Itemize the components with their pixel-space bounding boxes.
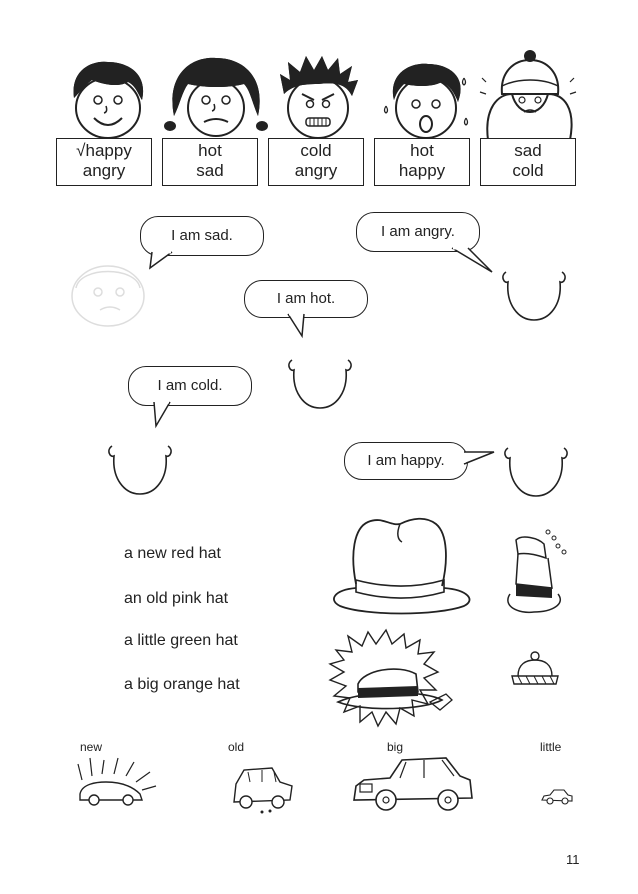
- car-word: new: [80, 740, 103, 754]
- old-hat-icon: [498, 528, 570, 618]
- face-choice-box: [268, 138, 364, 186]
- blank-face-icon: [496, 438, 576, 500]
- speech-bubble-angry: [356, 212, 480, 252]
- car-word: big: [387, 740, 404, 754]
- happy-face-icon: [62, 58, 152, 140]
- speech-bubble-cold: [128, 366, 252, 406]
- blank-face-icon: [100, 436, 180, 498]
- bubble-tail-icon: [150, 402, 176, 428]
- face-choice-box: [56, 138, 152, 186]
- choice-option: sad: [196, 161, 224, 180]
- choice-option: happy: [398, 161, 446, 180]
- choice-option: cold: [300, 141, 332, 160]
- choice-option: angry: [294, 161, 338, 180]
- sad-face-icon: [166, 56, 266, 140]
- new-car-icon: [72, 756, 158, 810]
- choice-option: angry: [82, 161, 126, 180]
- speech-bubble-hot: [244, 280, 368, 318]
- angry-face-icon: [276, 54, 360, 140]
- bubble-tail-icon: [286, 314, 310, 338]
- blank-face-icon: [280, 350, 360, 412]
- choice-option: √happy: [76, 141, 132, 160]
- choice-option: sad: [514, 141, 542, 160]
- choice-option: hot: [410, 141, 434, 160]
- little-hat-icon: [508, 650, 562, 690]
- bubble-tail-icon: [450, 248, 496, 274]
- big-hat-icon: [326, 514, 476, 616]
- speech-bubble-happy: [344, 442, 468, 480]
- cold-face-icon: [478, 48, 578, 140]
- bubble-text: I am hot.: [276, 290, 336, 307]
- bubble-tail-icon: [148, 252, 178, 272]
- hot-face-icon: [380, 60, 472, 140]
- face-choice-box: [162, 138, 258, 186]
- hat-phrase: a big orange hat: [124, 676, 240, 693]
- face-choice-box: [374, 138, 470, 186]
- page-number: 11: [566, 852, 580, 867]
- hat-phrase: a little green hat: [124, 632, 238, 649]
- choice-option: hot: [198, 141, 222, 160]
- little-car-icon: [540, 788, 574, 806]
- bubble-text: I am happy.: [367, 452, 445, 469]
- old-car-icon: [226, 764, 298, 814]
- choice-option: cold: [512, 161, 544, 180]
- hat-phrase: an old pink hat: [124, 590, 229, 607]
- speech-bubble-sad: [140, 216, 264, 256]
- new-hat-icon: [324, 630, 462, 732]
- bubble-text: I am sad.: [171, 227, 233, 244]
- bubble-tail-icon: [464, 448, 496, 468]
- bubble-text: I am angry.: [381, 223, 455, 240]
- car-word: little: [540, 740, 562, 754]
- face-choice-box: [480, 138, 576, 186]
- blank-face-icon: [494, 262, 574, 324]
- faded-face-icon: [62, 258, 154, 330]
- bubble-text: I am cold.: [157, 377, 223, 394]
- big-car-icon: [350, 752, 476, 818]
- hat-phrase: a new red hat: [124, 545, 221, 562]
- car-word: old: [228, 740, 245, 754]
